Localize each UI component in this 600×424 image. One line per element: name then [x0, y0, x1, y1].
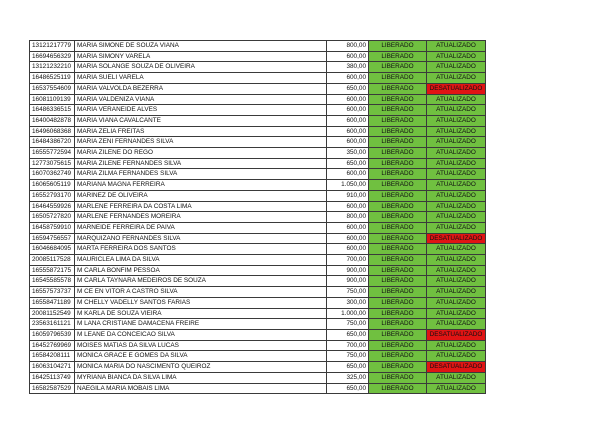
release-status-cell[interactable]: LIBERADO	[369, 265, 427, 276]
release-status-cell[interactable]: LIBERADO	[369, 201, 427, 212]
id-cell[interactable]: 16496068368	[30, 126, 75, 137]
table-row	[30, 73, 486, 84]
value-cell[interactable]: 600,00	[327, 51, 369, 62]
value-cell[interactable]: 650,00	[327, 383, 369, 394]
update-status-cell[interactable]: ATUALIZADO	[427, 244, 486, 255]
name-cell[interactable]: MYRIANA BIANCA DA SILVA LIMA	[75, 372, 327, 383]
table-body	[30, 41, 486, 394]
table-row	[30, 105, 486, 116]
release-status-cell[interactable]: LIBERADO	[369, 255, 427, 266]
name-cell[interactable]: M LANA CRISTIANE DAMACENA FREIRE	[75, 319, 327, 330]
table-row	[30, 255, 486, 266]
value-cell[interactable]: 700,00	[327, 340, 369, 351]
id-cell[interactable]: 16065605119	[30, 180, 75, 191]
value-cell[interactable]: 600,00	[327, 105, 369, 116]
value-cell[interactable]: 600,00	[327, 73, 369, 84]
id-cell[interactable]: 16557573737	[30, 287, 75, 298]
release-status-cell[interactable]: LIBERADO	[369, 115, 427, 126]
release-status-cell[interactable]: LIBERADO	[369, 276, 427, 287]
value-cell[interactable]: 600,00	[327, 137, 369, 148]
value-cell[interactable]: 600,00	[327, 222, 369, 233]
table-row	[30, 372, 486, 383]
update-status-cell[interactable]: ATUALIZADO	[427, 201, 486, 212]
release-status-cell[interactable]: LIBERADO	[369, 94, 427, 105]
release-status-cell[interactable]: LIBERADO	[369, 180, 427, 191]
table-row	[30, 115, 486, 126]
release-status-cell[interactable]: LIBERADO	[369, 383, 427, 394]
update-status-cell[interactable]: ATUALIZADO	[427, 41, 486, 52]
value-cell[interactable]: 800,00	[327, 41, 369, 52]
id-cell[interactable]: 16063104271	[30, 362, 75, 373]
update-status-cell[interactable]: ATUALIZADO	[427, 383, 486, 394]
table-row	[30, 362, 486, 373]
name-cell[interactable]: MARLENE FERREIRA DA COSTA LIMA	[75, 201, 327, 212]
name-cell[interactable]: M KARLA DE SOUZA VIEIRA	[75, 308, 327, 319]
update-status-cell[interactable]: ATUALIZADO	[427, 255, 486, 266]
table-row	[30, 62, 486, 73]
table-row	[30, 190, 486, 201]
name-cell[interactable]: MARIA ZILENE DO REGO	[75, 148, 327, 159]
id-cell[interactable]: 16537554609	[30, 83, 75, 94]
release-status-cell[interactable]: LIBERADO	[369, 233, 427, 244]
id-cell[interactable]: 16464559926	[30, 201, 75, 212]
value-cell[interactable]: 750,00	[327, 319, 369, 330]
table-row	[30, 329, 486, 340]
name-cell[interactable]: M CARLA TAYNARA MEDEIROS DE SOUZA	[75, 276, 327, 287]
spreadsheet-table	[29, 40, 486, 394]
update-status-cell[interactable]: ATUALIZADO	[427, 137, 486, 148]
name-cell[interactable]: MARIA VERANEIDE ALVES	[75, 105, 327, 116]
name-cell[interactable]: MAURICLEA LIMA DA SILVA	[75, 255, 327, 266]
table-row	[30, 83, 486, 94]
id-cell[interactable]: 16425113749	[30, 372, 75, 383]
id-cell[interactable]: 23563161121	[30, 319, 75, 330]
id-cell[interactable]: 16694656329	[30, 51, 75, 62]
table-row	[30, 383, 486, 394]
name-cell[interactable]: MARINEZ DE OLIVEIRA	[75, 190, 327, 201]
release-status-cell[interactable]: LIBERADO	[369, 41, 427, 52]
name-cell[interactable]: MARIA ZELIA FREITAS	[75, 126, 327, 137]
id-cell[interactable]: 16505727820	[30, 212, 75, 223]
table-row	[30, 201, 486, 212]
value-cell[interactable]: 1.000,00	[327, 308, 369, 319]
update-status-cell[interactable]: ATUALIZADO	[427, 190, 486, 201]
release-status-cell[interactable]: LIBERADO	[369, 126, 427, 137]
update-status-cell[interactable]: ATUALIZADO	[427, 169, 486, 180]
value-cell[interactable]: 300,00	[327, 297, 369, 308]
table-row	[30, 222, 486, 233]
value-cell[interactable]: 800,00	[327, 212, 369, 223]
name-cell[interactable]: MARTA FERREIRA DOS SANTOS	[75, 244, 327, 255]
table-row	[30, 94, 486, 105]
value-cell[interactable]: 380,00	[327, 62, 369, 73]
release-status-cell[interactable]: LIBERADO	[369, 372, 427, 383]
release-status-cell[interactable]: LIBERADO	[369, 212, 427, 223]
update-status-cell[interactable]: ATUALIZADO	[427, 126, 486, 137]
name-cell[interactable]: MARIA SIMONE DE SOUZA VIANA	[75, 41, 327, 52]
id-cell[interactable]: 16400482878	[30, 115, 75, 126]
table-row	[30, 158, 486, 169]
id-cell[interactable]: 16081109139	[30, 94, 75, 105]
name-cell[interactable]: MARLENE FERNANDES MOREIRA	[75, 212, 327, 223]
update-status-cell[interactable]: DESATUALIZADO	[427, 233, 486, 244]
release-status-cell[interactable]: LIBERADO	[369, 62, 427, 73]
update-status-cell[interactable]: ATUALIZADO	[427, 276, 486, 287]
value-cell[interactable]: 650,00	[327, 329, 369, 340]
value-cell[interactable]: 650,00	[327, 83, 369, 94]
name-cell[interactable]: MARIA ZILENE FERNANDES SILVA	[75, 158, 327, 169]
update-status-cell[interactable]: ATUALIZADO	[427, 372, 486, 383]
value-cell[interactable]: 600,00	[327, 201, 369, 212]
update-status-cell[interactable]: DESATUALIZADO	[427, 329, 486, 340]
table-row	[30, 51, 486, 62]
name-cell[interactable]: MARIANA MAGNA FERREIRA	[75, 180, 327, 191]
table-row	[30, 308, 486, 319]
id-cell[interactable]: 16552793170	[30, 190, 75, 201]
value-cell[interactable]: 750,00	[327, 351, 369, 362]
name-cell[interactable]: M CARLA BONFIM PESSOA	[75, 265, 327, 276]
update-status-cell[interactable]: ATUALIZADO	[427, 94, 486, 105]
name-cell[interactable]: MONICA GRACE E GOMES DA SILVA	[75, 351, 327, 362]
name-cell[interactable]: M CHELLY VADELLY SANTOS FARIAS	[75, 297, 327, 308]
release-status-cell[interactable]: LIBERADO	[369, 287, 427, 298]
id-cell[interactable]: 16584208111	[30, 351, 75, 362]
id-cell[interactable]: 16594756557	[30, 233, 75, 244]
update-status-cell[interactable]: ATUALIZADO	[427, 158, 486, 169]
update-status-cell[interactable]: ATUALIZADO	[427, 105, 486, 116]
release-status-cell[interactable]: LIBERADO	[369, 169, 427, 180]
update-status-cell[interactable]: ATUALIZADO	[427, 62, 486, 73]
update-status-cell[interactable]: ATUALIZADO	[427, 351, 486, 362]
update-status-cell[interactable]: ATUALIZADO	[427, 148, 486, 159]
table-row	[30, 212, 486, 223]
id-cell[interactable]: 16558471189	[30, 297, 75, 308]
name-cell[interactable]: NAEGILA MARIA MOBAIS LIMA	[75, 383, 327, 394]
name-cell[interactable]: MARIA ZILMA FERNANDES SILVA	[75, 169, 327, 180]
release-status-cell[interactable]: LIBERADO	[369, 158, 427, 169]
table-row	[30, 126, 486, 137]
value-cell[interactable]: 910,00	[327, 190, 369, 201]
release-status-cell[interactable]: LIBERADO	[369, 362, 427, 373]
table-row	[30, 276, 486, 287]
release-status-cell[interactable]: LIBERADO	[369, 329, 427, 340]
value-cell[interactable]: 1.050,00	[327, 180, 369, 191]
id-cell[interactable]: 16046684095	[30, 244, 75, 255]
value-cell[interactable]: 650,00	[327, 362, 369, 373]
table-row	[30, 244, 486, 255]
update-status-cell[interactable]: DESATUALIZADO	[427, 362, 486, 373]
id-cell[interactable]: 20081152549	[30, 308, 75, 319]
id-cell[interactable]: 16486336515	[30, 105, 75, 116]
update-status-cell[interactable]: DESATUALIZADO	[427, 83, 486, 94]
name-cell[interactable]: M CE EN VITOR A CASTRO SILVA	[75, 287, 327, 298]
update-status-cell[interactable]: ATUALIZADO	[427, 287, 486, 298]
id-cell[interactable]: 16545585578	[30, 276, 75, 287]
update-status-cell[interactable]: ATUALIZADO	[427, 180, 486, 191]
release-status-cell[interactable]: LIBERADO	[369, 190, 427, 201]
name-cell[interactable]: MONICA MARIA DO NASCIMENTO QUEIROZ	[75, 362, 327, 373]
update-status-cell[interactable]: ATUALIZADO	[427, 319, 486, 330]
id-cell[interactable]: 16486525119	[30, 73, 75, 84]
id-cell[interactable]: 16582587529	[30, 383, 75, 394]
update-status-cell[interactable]: ATUALIZADO	[427, 115, 486, 126]
table-row	[30, 137, 486, 148]
table-row	[30, 265, 486, 276]
value-cell[interactable]: 325,00	[327, 372, 369, 383]
name-cell[interactable]: M LEANE DA CONCEICAO SILVA	[75, 329, 327, 340]
update-status-cell[interactable]: ATUALIZADO	[427, 51, 486, 62]
release-status-cell[interactable]: LIBERADO	[369, 51, 427, 62]
update-status-cell[interactable]: ATUALIZADO	[427, 297, 486, 308]
table-row	[30, 319, 486, 330]
update-status-cell[interactable]: ATUALIZADO	[427, 73, 486, 84]
release-status-cell[interactable]: LIBERADO	[369, 148, 427, 159]
id-cell[interactable]: 13121217779	[30, 41, 75, 52]
id-cell[interactable]: 16452769969	[30, 340, 75, 351]
update-status-cell[interactable]: ATUALIZADO	[427, 265, 486, 276]
release-status-cell[interactable]: LIBERADO	[369, 319, 427, 330]
name-cell[interactable]: MARQUIZANO FERNANDES SILVA	[75, 233, 327, 244]
name-cell[interactable]: MARIA VALVOLDA BEZERRA	[75, 83, 327, 94]
table-row	[30, 148, 486, 159]
release-status-cell[interactable]: LIBERADO	[369, 308, 427, 319]
value-cell[interactable]: 650,00	[327, 158, 369, 169]
release-status-cell[interactable]: LIBERADO	[369, 351, 427, 362]
value-cell[interactable]: 750,00	[327, 287, 369, 298]
table-row	[30, 180, 486, 191]
value-cell[interactable]: 600,00	[327, 115, 369, 126]
release-status-cell[interactable]: LIBERADO	[369, 244, 427, 255]
update-status-cell[interactable]: ATUALIZADO	[427, 222, 486, 233]
name-cell[interactable]: MARIA VIANA CAVALCANTE	[75, 115, 327, 126]
id-cell[interactable]: 20085117528	[30, 255, 75, 266]
release-status-cell[interactable]: LIBERADO	[369, 105, 427, 116]
value-cell[interactable]: 600,00	[327, 233, 369, 244]
release-status-cell[interactable]: LIBERADO	[369, 297, 427, 308]
id-cell[interactable]: 16555772594	[30, 148, 75, 159]
id-cell[interactable]: 16070362749	[30, 169, 75, 180]
update-status-cell[interactable]: ATUALIZADO	[427, 340, 486, 351]
name-cell[interactable]: MARNEIDE FERREIRA DE PAIVA	[75, 222, 327, 233]
value-cell[interactable]: 600,00	[327, 244, 369, 255]
update-status-cell[interactable]: ATUALIZADO	[427, 212, 486, 223]
value-cell[interactable]: 600,00	[327, 94, 369, 105]
table-row	[30, 340, 486, 351]
name-cell[interactable]: MARIA ZENI FERNANDES SILVA	[75, 137, 327, 148]
release-status-cell[interactable]: LIBERADO	[369, 137, 427, 148]
id-cell[interactable]: 13121232210	[30, 62, 75, 73]
id-cell[interactable]: 16458759910	[30, 222, 75, 233]
release-status-cell[interactable]: LIBERADO	[369, 340, 427, 351]
value-cell[interactable]: 350,00	[327, 148, 369, 159]
release-status-cell[interactable]: LIBERADO	[369, 83, 427, 94]
value-cell[interactable]: 700,00	[327, 255, 369, 266]
table-row	[30, 297, 486, 308]
value-cell[interactable]: 900,00	[327, 276, 369, 287]
name-cell[interactable]: MARIA SUELI VARELA	[75, 73, 327, 84]
id-cell[interactable]: 16555872175	[30, 265, 75, 276]
value-cell[interactable]: 600,00	[327, 169, 369, 180]
id-cell[interactable]: 12773075615	[30, 158, 75, 169]
table-row	[30, 287, 486, 298]
table-row	[30, 41, 486, 52]
release-status-cell[interactable]: LIBERADO	[369, 73, 427, 84]
value-cell[interactable]: 600,00	[327, 126, 369, 137]
update-status-cell[interactable]: ATUALIZADO	[427, 308, 486, 319]
release-status-cell[interactable]: LIBERADO	[369, 222, 427, 233]
value-cell[interactable]: 900,00	[327, 265, 369, 276]
id-cell[interactable]: 16484386720	[30, 137, 75, 148]
name-cell[interactable]: MOISES MATIAS DA SILVA LUCAS	[75, 340, 327, 351]
name-cell[interactable]: MARIA SOLANGE SOUZA DE OLIVEIRA	[75, 62, 327, 73]
id-cell[interactable]: 16059796539	[30, 329, 75, 340]
table-row	[30, 351, 486, 362]
table-row	[30, 233, 486, 244]
name-cell[interactable]: MARIA SIMONY VARELA	[75, 51, 327, 62]
table-row	[30, 169, 486, 180]
name-cell[interactable]: MARIA VALDENIZA VIANA	[75, 94, 327, 105]
